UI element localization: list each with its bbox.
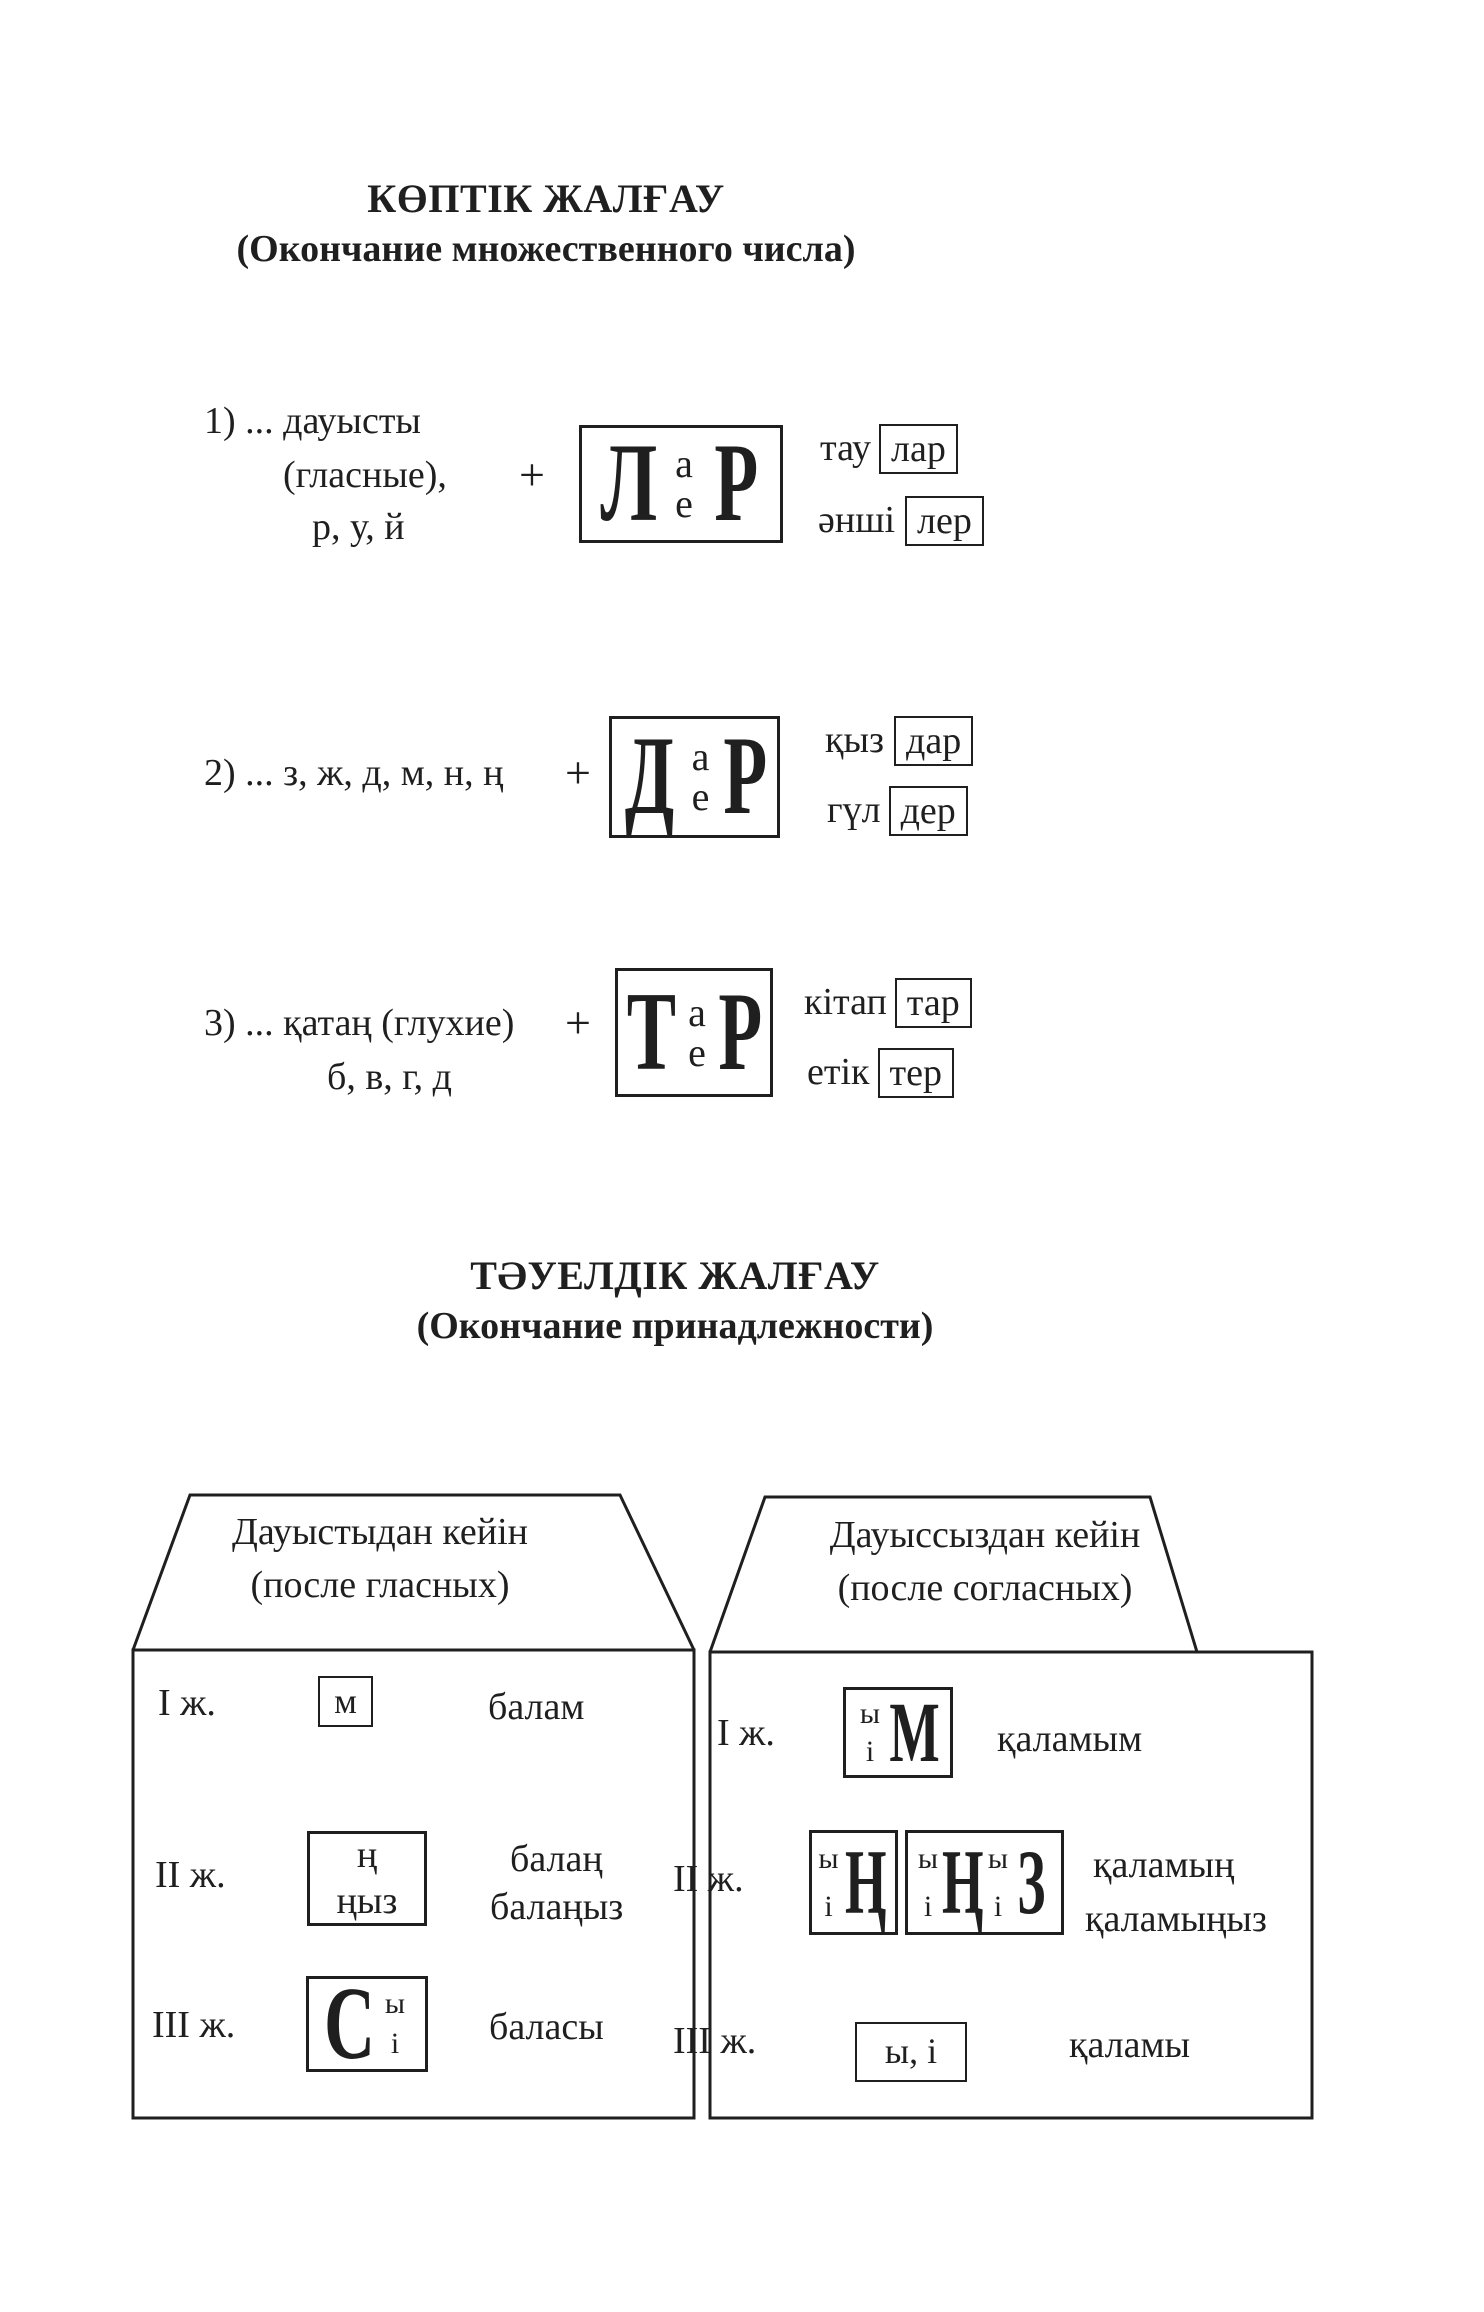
rule-1-example-1-stem: тау <box>820 427 872 470</box>
rule-3-example-2 <box>807 1048 954 1098</box>
right-panel-row-3-ending: ы, і <box>884 2031 938 2072</box>
rule-3-example-1-suffix-box: тар <box>895 978 972 1028</box>
right-panel-row-3-example: қаламы <box>1069 2024 1191 2066</box>
left-panel-row-3-example: баласы <box>489 2006 604 2048</box>
rule-1-condition-line-2: (гласные), <box>283 454 447 496</box>
rule-1-example-2-stem: әнші <box>818 499 896 542</box>
rule-3-example-2-suffix-box: тер <box>878 1048 954 1098</box>
rule-3-letter-last: Р <box>718 969 762 1094</box>
rule-1-vowel-stack <box>671 441 697 526</box>
right-panel-row-2-box-2-letter-2: З <box>1016 1830 1046 1933</box>
right-panel-row-2-box-2-vowel-stack-2 <box>987 1841 1009 1923</box>
section1-subtitle: (Окончание множественного числа) <box>236 228 856 270</box>
rule-3-example-1 <box>804 978 972 1028</box>
rule-1-condition-line-3: р, у, й <box>312 506 405 548</box>
rule-2-example-1-suffix-box: дар <box>894 716 973 766</box>
rule-1-condition-line-1: 1) ... дауысты <box>204 400 421 442</box>
right-panel-row-1-letter: М <box>889 1684 941 1781</box>
left-panel-row-3-vowel-bottom: і <box>390 2027 400 2060</box>
rule-3-example-2-stem: етік <box>807 1051 870 1094</box>
rule-2-vowel-stack <box>688 734 714 819</box>
rule-3-plus-sign: + <box>565 997 591 1048</box>
rule-2-example-1-stem: қыз <box>825 719 885 762</box>
right-panel-row-1-example: қаламым <box>997 1718 1143 1760</box>
left-panel-row-1-ending: м <box>334 1680 357 1721</box>
right-panel-row-3-person: III ж. <box>673 2020 757 2062</box>
left-panel-row-1-example: балам <box>488 1686 585 1728</box>
rule-2-example-2 <box>827 786 968 836</box>
right-panel-row-2-person: II ж. <box>673 1858 744 1900</box>
right-panel-row-2-box-2-vowel-stack-1 <box>917 1841 939 1923</box>
right-panel-row-1-ending-box <box>843 1684 953 1781</box>
rule-1-letter-last-wrap <box>713 421 759 546</box>
rule-2-letter-first: Д <box>624 714 675 839</box>
rule-3-vowel-top: а <box>688 989 706 1035</box>
rule-1-example-2-suffix-box: лер <box>905 496 984 546</box>
right-panel-row-2-box-2-letter-1-wrap <box>940 1830 986 1933</box>
right-panel-row-2-ending-box-1 <box>809 1830 898 1935</box>
rule-2-condition-line-1: 2) ... з, ж, д, м, н, ң <box>204 752 504 794</box>
right-panel-row-2-box-1-vowel-top: ы <box>818 1841 839 1875</box>
rule-2-vowel-top: а <box>691 734 710 779</box>
rule-1-vowel-bottom: е <box>675 481 693 526</box>
left-panel-row-3-vowel-top: ы <box>384 1987 406 2020</box>
right-panel-row-1-vowel-top: ы <box>859 1696 881 1730</box>
rule-2-example-2-suffix-box: дер <box>889 786 968 836</box>
left-panel-header-line-1: Дауыстыдан кейін <box>231 1511 529 1553</box>
right-panel-row-3-ending-box <box>855 2022 967 2082</box>
rule-3-letter-first: Т <box>626 969 676 1094</box>
right-panel-row-2-example-1: қаламың <box>1093 1844 1235 1886</box>
left-panel-row-2-example-2: балаңыз <box>490 1886 624 1928</box>
rule-3-pattern-box <box>615 968 773 1097</box>
rule-3-vowel-stack <box>684 989 710 1075</box>
rule-1-plus-sign: + <box>519 449 545 500</box>
rule-1-vowel-top: а <box>675 441 693 486</box>
rule-3-condition-line-2: б, в, г, д <box>327 1056 452 1098</box>
right-panel-row-2-box-1-letter: Ң <box>844 1830 887 1933</box>
left-panel-row-2-person: II ж. <box>155 1854 226 1896</box>
rule-3-letter-last-wrap <box>718 969 762 1094</box>
left-panel-header-line-2: (после гласных) <box>250 1564 510 1606</box>
right-panel-row-2-example-2: қаламыңыз <box>1085 1898 1267 1940</box>
rule-3-condition-line-1: 3) ... қатаң (глухие) <box>204 1002 515 1044</box>
left-panel-row-2-example-1: балаң <box>510 1838 603 1880</box>
left-panel-row-3-letter: С <box>324 1966 376 2082</box>
rule-2-example-2-stem: гүл <box>827 789 881 832</box>
rule-1-letter-last: Р <box>714 421 758 546</box>
rule-2-letter-first-wrap <box>622 714 678 839</box>
rule-1-example-1-suffix-box: лар <box>879 424 958 474</box>
left-panel-row-2-ending-box <box>307 1831 427 1926</box>
rule-3-letter-first-wrap <box>626 969 676 1094</box>
right-panel-row-1-letter-wrap <box>889 1684 941 1781</box>
right-panel-row-2-box-2-stack-1-top: ы <box>917 1841 939 1875</box>
right-panel-row-2-ending-box-2 <box>905 1830 1064 1935</box>
right-panel-row-2-box-2-letter-1: Ң <box>942 1830 984 1933</box>
left-panel-row-3-ending-box <box>306 1966 428 2082</box>
right-panel-row-2-box-2-stack-1-bottom: і <box>923 1889 933 1923</box>
left-panel-row-1-person: I ж. <box>158 1682 216 1724</box>
rule-1-example-1 <box>820 424 958 474</box>
right-panel-row-1-person: I ж. <box>717 1712 775 1754</box>
section2-title: ТӘУЕЛДІК ЖАЛҒАУ <box>470 1253 880 1298</box>
rule-2-pattern-box <box>609 716 780 838</box>
rule-2-letter-last: Р <box>723 714 768 839</box>
left-panel-row-2-ending-line-2: ңыз <box>336 1879 398 1922</box>
rule-1-example-2 <box>818 496 984 546</box>
right-panel-row-1-vowel-stack <box>858 1696 882 1768</box>
rule-1-letter-first-wrap <box>600 421 658 546</box>
left-panel-row-3-letter-wrap <box>324 1966 376 2082</box>
left-panel-row-3-person: III ж. <box>152 2004 236 2046</box>
right-panel-row-2-box-2-stack-2-bottom: і <box>993 1889 1003 1923</box>
right-panel-row-1-vowel-bottom: і <box>865 1734 875 1768</box>
left-panel-row-3-vowel-stack <box>383 1989 407 2059</box>
rule-1-pattern-box <box>579 421 783 546</box>
rule-2-plus-sign: + <box>565 747 591 798</box>
rule-2-letter-last-wrap <box>723 714 768 839</box>
right-panel-row-2-box-1-vowel-bottom: і <box>824 1889 833 1923</box>
rule-3-vowel-bottom: е <box>688 1029 706 1075</box>
right-panel-row-2-box-1-letter-wrap <box>842 1830 890 1933</box>
right-panel-row-2-box-2-stack-2-top: ы <box>987 1841 1009 1875</box>
section2-subtitle: (Окончание принадлежности) <box>416 1305 934 1347</box>
left-panel-row-2-ending-line-1: ң <box>356 1833 378 1876</box>
rule-1-letter-first: Л <box>600 421 658 546</box>
rule-2-example-1 <box>825 716 973 766</box>
rule-3-example-1-stem: кітап <box>804 981 887 1024</box>
right-panel-header-line-2: (после согласных) <box>837 1567 1133 1609</box>
section1-title: КӨПТІК ЖАЛҒАУ <box>367 176 725 221</box>
right-panel-header-line-1: Дауыссыздан кейін <box>829 1514 1141 1556</box>
right-panel-row-2-box-2-letter-2-wrap <box>1010 1830 1052 1933</box>
left-panel-row-1-ending-box <box>318 1676 373 1727</box>
right-panel-row-2-box-1-vowel-stack <box>818 1841 840 1923</box>
rule-2-vowel-bottom: е <box>691 774 710 819</box>
